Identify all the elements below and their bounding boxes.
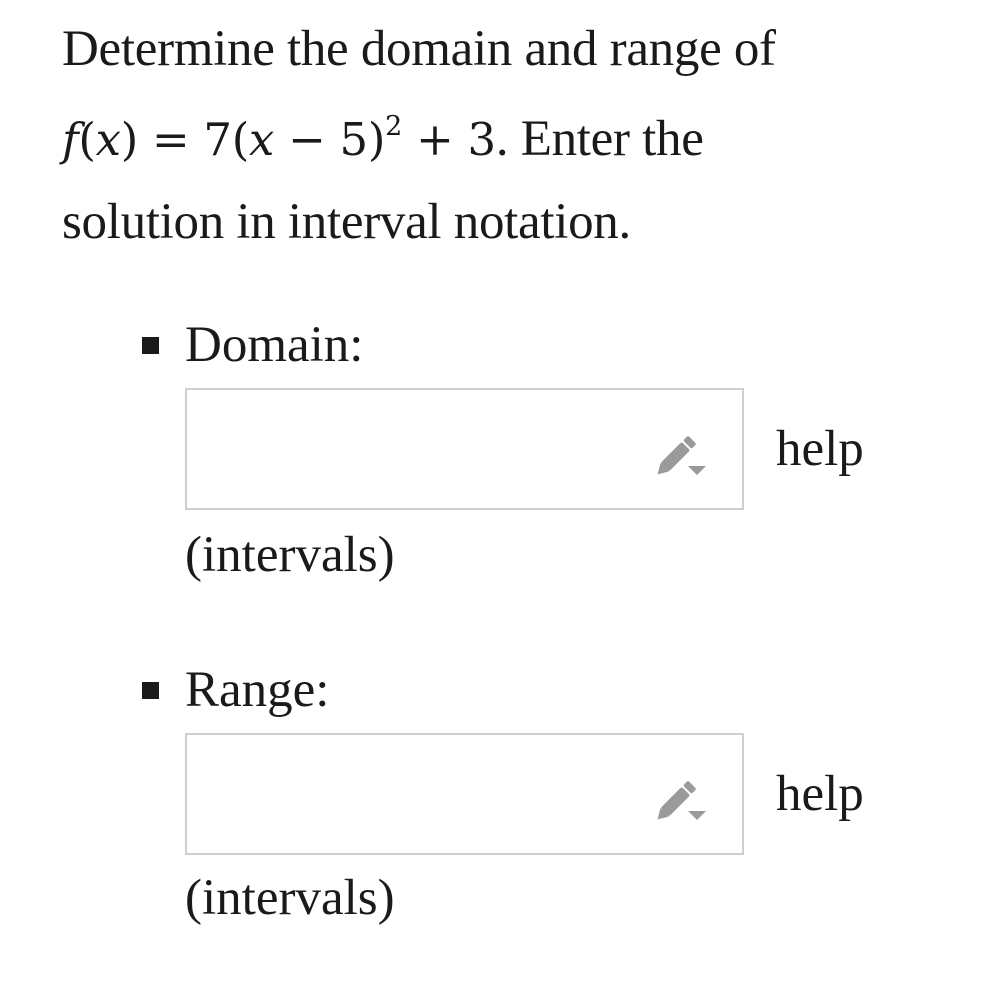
domain-input[interactable]	[187, 390, 663, 510]
function-expression: $f(x) = 7(x - 5)^2 + 3$	[62, 111, 496, 166]
domain-format-hint: (intervals)	[185, 527, 395, 583]
bullet-icon	[142, 337, 159, 354]
bullet-icon	[142, 682, 159, 699]
pencil-dropdown-icon[interactable]	[652, 426, 714, 478]
range-input[interactable]	[187, 735, 663, 855]
range-help-link[interactable]: help	[776, 766, 864, 822]
range-label: Range:	[185, 662, 330, 718]
question-text	[62, 8, 942, 263]
domain-help-link[interactable]: help	[776, 421, 864, 477]
question-line-2-tail: . Enter the	[495, 111, 704, 167]
question-line-1: Determine the domain and range of	[62, 21, 776, 77]
domain-label: Domain:	[185, 317, 364, 373]
question-line-2	[62, 90, 942, 181]
pencil-dropdown-icon[interactable]	[652, 771, 714, 823]
question-line-3: solution in interval notation.	[62, 194, 631, 250]
range-answer-box	[185, 733, 744, 855]
domain-answer-box	[185, 388, 744, 510]
range-format-hint: (intervals)	[185, 870, 395, 926]
